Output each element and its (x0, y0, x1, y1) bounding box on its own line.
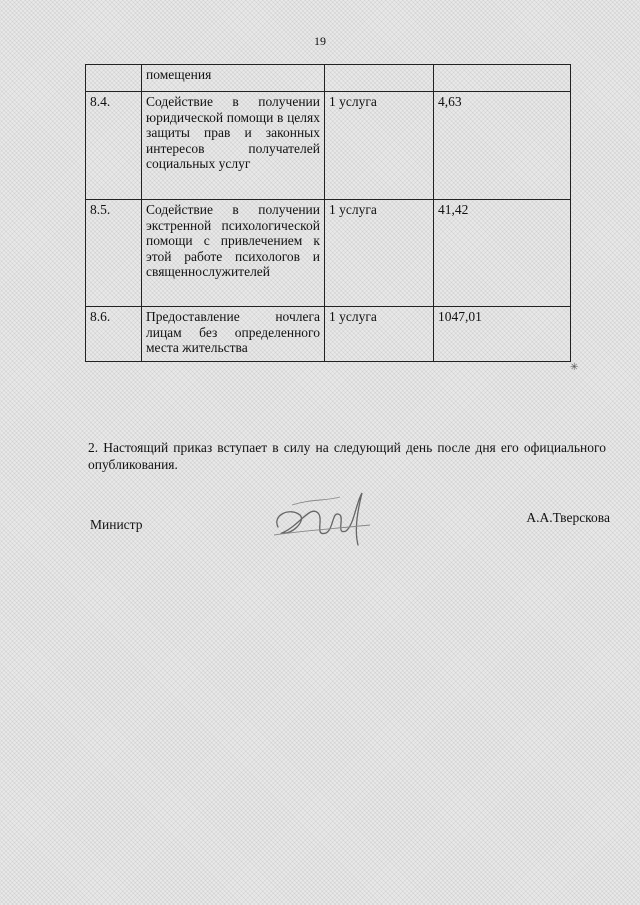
table-row (86, 307, 571, 362)
scan-artifact-mark: ✳ (570, 362, 579, 373)
service-unit: 1 услуга (325, 200, 434, 307)
table-row (86, 65, 571, 92)
service-name: помещения (142, 65, 325, 92)
effective-date-clause: 2. Настоящий приказ вступает в силу на следующий день после дня его официального опубликования. (88, 439, 606, 472)
service-unit: 1 услуга (325, 307, 434, 362)
service-name: Содействие в получении юридической помощи в целях защиты прав и законных интересов получателей социальных услуг (142, 92, 325, 200)
table-row (86, 200, 571, 307)
service-unit (325, 65, 434, 92)
signer-title: Министр (90, 517, 143, 532)
service-price (434, 65, 571, 92)
row-number: 8.6. (86, 307, 142, 362)
service-price: 1047,01 (434, 307, 571, 362)
handwritten-signature (270, 485, 380, 555)
signer-name: А.А.Тверскова (526, 510, 610, 525)
service-price: 41,42 (434, 200, 571, 307)
table-row (86, 92, 571, 200)
row-number: 8.5. (86, 200, 142, 307)
row-number: 8.4. (86, 92, 142, 200)
service-price: 4,63 (434, 92, 571, 200)
signature-block (90, 505, 610, 565)
service-unit: 1 услуга (325, 92, 434, 200)
page-number: 19 (314, 34, 326, 48)
services-table (85, 64, 571, 362)
row-number (86, 65, 142, 92)
service-name: Предоставление ночлега лицам без определенного места жительства (142, 307, 325, 362)
service-name: Содействие в получении экстренной психологической помощи с привлечением к этой работе психологов и священнослужителей (142, 200, 325, 307)
